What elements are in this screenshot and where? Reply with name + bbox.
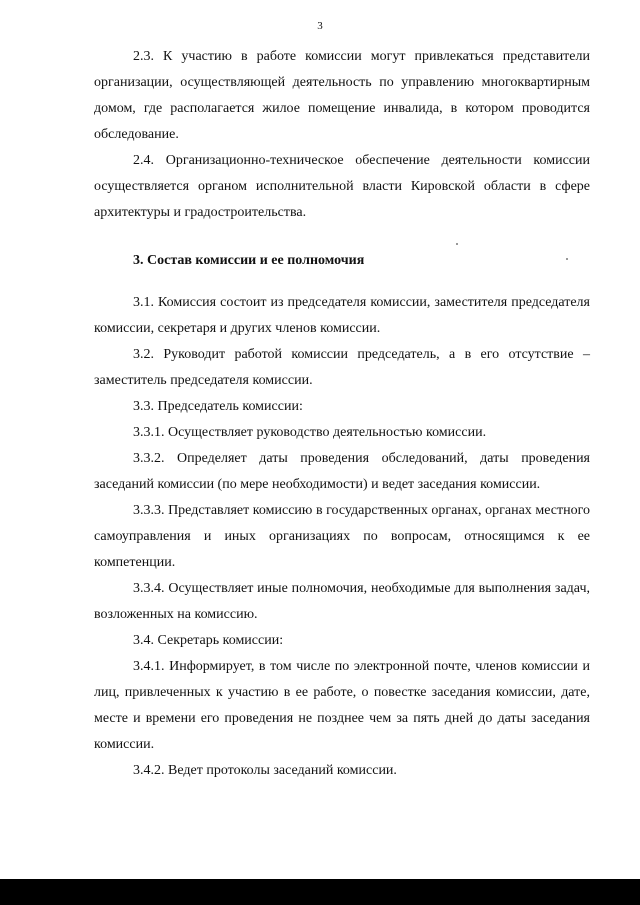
scan-speck (566, 258, 568, 260)
paragraph-3-1: 3.1. Комиссия состоит из председателя комиссии, заместителя председателя комиссии, секретаря и других членов комиссии. (94, 295, 590, 336)
paragraph-3-3-3: 3.3.3. Представляет комиссию в государственных органах, органах местного самоуправления и иных организациях по вопросам, относящимся к ее компетенции. (94, 503, 590, 570)
document-body (94, 44, 590, 784)
paragraph-3-2: 3.2. Руководит работой комиссии председатель, а в его отсутствие – заместитель председателя комиссии. (94, 347, 590, 388)
paragraph-3-4-2: 3.4.2. Ведет протоколы заседаний комиссии. (133, 763, 397, 778)
paragraph-3-4-1: 3.4.1. Информирует, в том числе по электронной почте, членов комиссии и лиц, привлеченных к участию в ее работе, о повестке заседания комиссии, дате, месте и времени его проведения не позднее чем за пять дней до даты заседания комиссии. (94, 659, 590, 752)
paragraph-3-3-4: 3.3.4. Осуществляет иные полномочия, необходимые для выполнения задач, возложенных на комиссию. (94, 581, 590, 622)
paragraph-3-4: 3.4. Секретарь комиссии: (133, 633, 284, 648)
paragraph-2-3: 2.3. К участию в работе комиссии могут привлекаться представители организации, осуществляющей деятельность по управлению многоквартирным домом, где располагается жилое помещение инвалида, в котором проводится обследование. (94, 49, 590, 142)
page-number: 3 (317, 20, 323, 32)
paragraph-3-3-2: 3.3.2. Определяет даты проведения обследований, даты проведения заседаний комиссии (по мере необходимости) и ведет заседания комиссии. (94, 451, 590, 492)
paragraph-3-3-1: 3.3.1. Осуществляет руководство деятельностью комиссии. (133, 425, 487, 440)
section-heading: 3. Состав комиссии и ее полномочия (133, 253, 365, 268)
paragraph-3-3: 3.3. Председатель комиссии: (133, 399, 303, 414)
scan-speck (456, 243, 458, 245)
paragraph-2-4: 2.4. Организационно-техническое обеспечение деятельности комиссии осуществляется органом исполнительной власти Кировской области в сфере архитектуры и градостроительства. (94, 153, 590, 220)
scan-bottom-edge (0, 879, 640, 905)
